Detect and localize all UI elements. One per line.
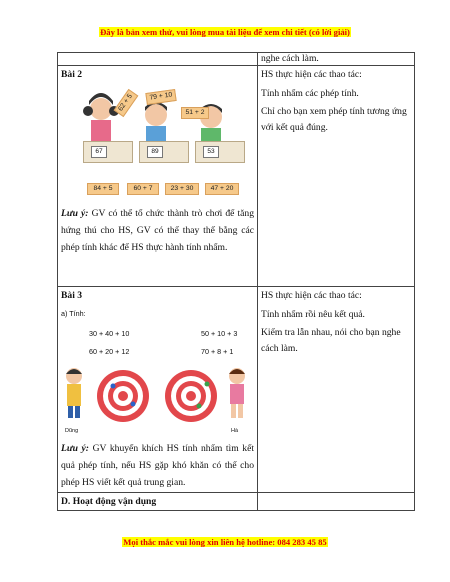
bai2-note (61, 205, 254, 256)
bai3-note (61, 440, 254, 491)
answer-card: 84 + 5 (87, 183, 119, 195)
crate-number: 89 (147, 146, 163, 158)
row0-right-cell (258, 53, 415, 66)
bai2-right-line: Tính nhẩm các phép tính. (261, 87, 359, 99)
calc-expression: 70 + 8 + 1 (201, 346, 234, 356)
bai3-left-cell (58, 287, 258, 493)
answer-card: 60 + 7 (127, 183, 159, 195)
answer-card: 23 + 30 (165, 183, 199, 195)
footer-banner: Mọi thắc mắc vui lòng xin liên hệ hotline: 084 283 45 85 (123, 537, 327, 547)
bai2-right-line: HS thực hiện các thao tác: (261, 69, 362, 80)
section-d-cell (58, 492, 258, 511)
note-text: GV có thể tổ chức thành trò chơi để tăng hứng thú cho HS, GV có thể thay thế bằng các phép tính khác để HS thực hành tính nhẩm. (61, 207, 255, 253)
table-row (58, 53, 415, 66)
note-label: Lưu ý: (61, 442, 89, 454)
bai2-illustration (61, 83, 254, 201)
child-name-left: Dũng (65, 427, 79, 434)
bai2-right-cell (258, 66, 415, 287)
table-row (58, 287, 415, 493)
target-game-illustration (61, 362, 255, 434)
note-text: GV khuyến khích HS tính nhẩm tìm kết quả phép tính, nếu HS gặp khó khăn có thể cho phép HS viết kết quả trung gian. (61, 442, 255, 488)
exercise-subtitle: a) Tính: (61, 308, 86, 318)
answer-card: 47 + 20 (205, 183, 239, 195)
section-d-title: D. Hoạt động vận dụng (61, 495, 157, 507)
table-row (58, 66, 415, 287)
child-name-right: Hà (231, 427, 239, 434)
bai2-title: Bài 2 (61, 69, 83, 80)
bai2-left-cell (58, 66, 258, 287)
calc-expression: 30 + 40 + 10 (89, 328, 130, 338)
bai3-right-line: Tính nhẩm rồi nêu kết quả. (261, 308, 365, 320)
bai3-right-cell (258, 287, 415, 493)
bai3-title: Bài 3 (61, 290, 83, 301)
crate-number: 53 (203, 146, 219, 158)
crate-number: 67 (91, 146, 107, 158)
sign-card: 51 + 2 (181, 107, 209, 119)
calc-expression: 60 + 20 + 12 (89, 346, 130, 356)
bai3-illustration (61, 304, 254, 436)
sign-card: 79 + 10 (145, 88, 176, 104)
row0-left-cell (58, 53, 258, 66)
row0-right-text: nghe cách làm. (261, 53, 319, 64)
bai2-right-line: Chỉ cho bạn xem phép tính tương ứng với kết quả đúng. (261, 106, 407, 133)
calc-expression: 50 + 10 + 3 (201, 328, 238, 338)
bai3-right-line: Kiểm tra lẫn nhau, nói cho bạn nghe cách làm. (261, 327, 401, 354)
bai3-right-line: HS thực hiện các thao tác: (261, 290, 362, 301)
table-row (58, 492, 415, 511)
header-banner: Đây là bản xem thử, vui lòng mua tài liệu để xem chi tiết (có lời giải) (100, 27, 350, 37)
lesson-table (57, 52, 415, 511)
sign-card: 62 + 5 (114, 88, 139, 116)
section-d-right-cell (258, 492, 415, 511)
note-label: Lưu ý: (61, 207, 89, 219)
